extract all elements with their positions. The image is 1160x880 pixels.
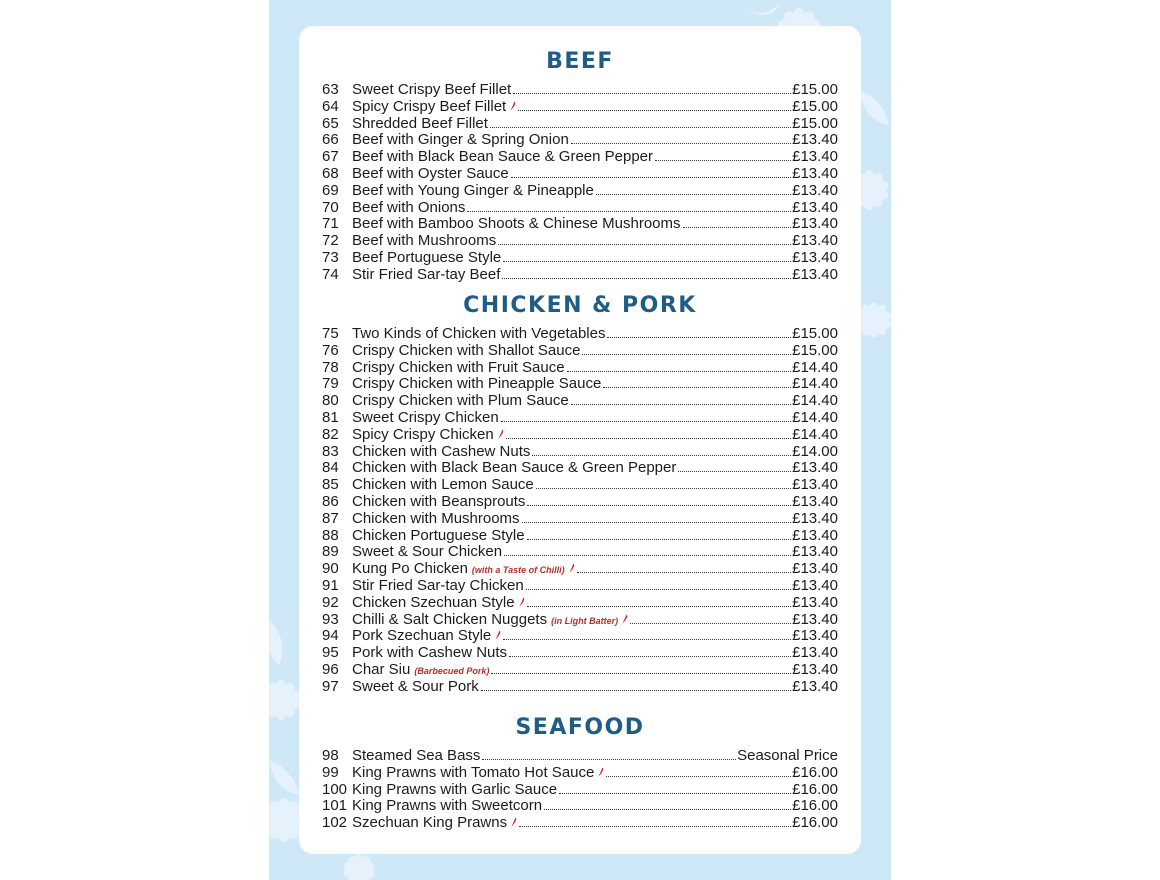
section-chicken-pork: [299, 292, 861, 696]
item-number: 73: [322, 248, 339, 266]
menu-item: [299, 748, 861, 765]
item-name: Spicy Crispy Chicken: [352, 425, 494, 443]
item-line: [352, 765, 838, 782]
item-number: 102: [322, 814, 348, 832]
item-line: [352, 410, 838, 427]
dot-leader: [571, 404, 791, 405]
item-line: [352, 460, 838, 477]
menu-item: [299, 798, 861, 815]
item-number: 81: [322, 408, 339, 426]
chilli-icon: [569, 563, 575, 573]
menu-item: [299, 544, 861, 561]
dot-leader: [678, 471, 791, 472]
dot-leader: [567, 371, 792, 372]
item-number: 74: [322, 265, 339, 283]
menu-item: [299, 662, 861, 679]
item-note: (with a Taste of Chilli): [471, 565, 565, 576]
menu-item: [299, 216, 861, 233]
item-line: [352, 99, 838, 116]
dot-leader: [513, 93, 791, 94]
item-name: Chicken with Cashew Nuts: [352, 442, 531, 460]
item-name: Chicken Portuguese Style: [352, 526, 525, 544]
menu-item: [299, 528, 861, 545]
menu-item: [299, 267, 861, 284]
item-price: £14.40: [792, 408, 838, 426]
item-number: 95: [322, 644, 339, 662]
item-number: 72: [322, 232, 339, 250]
menu-item: [299, 250, 861, 267]
dot-leader: [503, 639, 791, 640]
item-line: [352, 82, 838, 99]
dot-leader: [596, 194, 791, 195]
item-line: [352, 267, 838, 284]
item-number: 88: [322, 526, 339, 544]
item-price: £13.40: [792, 131, 838, 149]
menu-item: [299, 360, 861, 377]
item-line: [352, 360, 838, 377]
menu-item: [299, 612, 861, 629]
item-number: 75: [322, 325, 339, 342]
item-price: £16.00: [792, 797, 838, 815]
item-price: £13.40: [792, 265, 838, 283]
item-number: 92: [322, 593, 339, 611]
chilli-icon: [622, 614, 628, 624]
menu-item: [299, 578, 861, 595]
item-price: £13.40: [792, 644, 838, 662]
item-number: 64: [322, 97, 339, 115]
item-number: 99: [322, 763, 339, 781]
item-name: Stir Fried Sar-tay Chicken: [352, 576, 524, 594]
item-name: Sweet & Sour Pork: [352, 677, 479, 695]
menu-card: [299, 26, 861, 854]
item-number: 96: [322, 660, 339, 678]
item-name: Pork with Cashew Nuts: [352, 644, 508, 662]
item-number: 94: [322, 627, 339, 645]
menu-item: [299, 427, 861, 444]
menu-item: [299, 511, 861, 528]
item-price: £14.40: [792, 375, 838, 393]
item-number: 63: [322, 81, 339, 98]
item-name: Sweet Crispy Chicken: [352, 408, 499, 426]
item-line: [352, 544, 838, 561]
menu-item: [299, 595, 861, 612]
item-line: [352, 343, 838, 360]
menu-item: [299, 132, 861, 149]
chilli-icon: [598, 767, 604, 777]
item-name: Steamed Sea Bass: [352, 747, 481, 764]
item-price: £13.40: [792, 560, 838, 578]
item-note: (Barbecued Pork): [414, 665, 490, 676]
menu-item: [299, 166, 861, 183]
item-line: [352, 132, 838, 149]
item-number: 90: [322, 560, 339, 578]
item-line: [352, 628, 838, 645]
item-line: [352, 393, 838, 410]
item-price: £15.00: [792, 341, 838, 359]
item-name: Chicken with Black Bean Sauce & Green Pepper: [352, 459, 677, 477]
item-line: [352, 782, 838, 799]
item-name: Chicken Szechuan Style: [352, 593, 515, 611]
menu-item: [299, 82, 861, 99]
item-name: Chilli & Salt Chicken Nuggets: [352, 610, 548, 628]
dot-leader: [519, 826, 791, 827]
item-name: Beef with Oyster Sauce: [352, 164, 509, 182]
item-price: £14.40: [792, 392, 838, 410]
item-line: [352, 494, 838, 511]
item-name: Beef Portuguese Style: [352, 248, 502, 266]
item-number: 91: [322, 576, 339, 594]
item-number: 79: [322, 375, 339, 393]
menu-item: [299, 782, 861, 799]
dot-leader: [502, 278, 791, 279]
menu-item: [299, 326, 861, 343]
item-number: 85: [322, 476, 339, 494]
item-line: [352, 376, 838, 393]
item-line: [352, 166, 838, 183]
item-price: £13.40: [792, 215, 838, 233]
item-number: 78: [322, 358, 339, 376]
dot-leader: [582, 354, 791, 355]
item-price: £13.40: [792, 181, 838, 199]
chilli-icon: [510, 101, 516, 111]
item-name: Szechuan King Prawns: [352, 814, 508, 832]
menu-item: [299, 477, 861, 494]
dot-leader: [532, 455, 791, 456]
item-number: 89: [322, 543, 339, 561]
item-price: £13.40: [792, 610, 838, 628]
item-line: [352, 477, 838, 494]
item-name: Beef with Ginger & Spring Onion: [352, 131, 569, 149]
chilli-icon: [519, 597, 525, 607]
item-line: [352, 326, 838, 343]
item-number: 97: [322, 677, 339, 695]
dot-leader: [504, 555, 791, 556]
item-number: 98: [322, 747, 339, 764]
item-line: [352, 798, 838, 815]
section-seafood: [299, 714, 861, 832]
menu-item: [299, 410, 861, 427]
dot-leader: [498, 244, 791, 245]
item-line: [352, 645, 838, 662]
dot-leader: [630, 623, 791, 624]
item-line: [352, 183, 838, 200]
item-line: [352, 149, 838, 166]
dot-leader: [571, 143, 791, 144]
item-price: £13.40: [792, 576, 838, 594]
item-price: £13.40: [792, 148, 838, 166]
dot-leader: [527, 539, 792, 540]
item-number: 86: [322, 492, 339, 510]
dot-leader: [481, 690, 791, 691]
item-price: £13.40: [792, 526, 838, 544]
item-number: 68: [322, 164, 339, 182]
item-name: Two Kinds of Chicken with Vegetables: [352, 325, 606, 342]
dot-leader: [606, 776, 791, 777]
item-name: Chicken with Beansprouts: [352, 492, 526, 510]
item-number: 84: [322, 459, 339, 477]
dot-leader: [607, 337, 791, 338]
dot-leader: [536, 488, 791, 489]
dot-leader: [509, 656, 791, 657]
item-name: Crispy Chicken with Fruit Sauce: [352, 358, 565, 376]
item-number: 65: [322, 114, 339, 132]
item-price: £14.40: [792, 358, 838, 376]
item-name: Beef with Black Bean Sauce & Green Pepper: [352, 148, 654, 166]
item-name: Pork Szechuan Style: [352, 627, 492, 645]
item-name: Crispy Chicken with Shallot Sauce: [352, 341, 581, 359]
section-title: BEEF: [546, 49, 614, 74]
item-line: [352, 578, 838, 595]
menu-item: [299, 233, 861, 250]
item-price: £13.40: [792, 627, 838, 645]
item-note: (in Light Batter): [551, 615, 619, 626]
dot-leader: [482, 759, 736, 760]
item-line: [352, 595, 838, 612]
item-name: King Prawns with Garlic Sauce: [352, 780, 558, 798]
item-price: £16.00: [792, 763, 838, 781]
menu-item: [299, 376, 861, 393]
item-name: Char Siu: [352, 660, 411, 678]
item-line: [352, 427, 838, 444]
item-number: 67: [322, 148, 339, 166]
item-name: Crispy Chicken with Plum Sauce: [352, 392, 569, 410]
dot-leader: [506, 438, 791, 439]
item-price: £13.40: [792, 476, 838, 494]
section-title: CHICKEN & PORK: [463, 293, 697, 318]
menu-item: [299, 149, 861, 166]
item-number: 93: [322, 610, 339, 628]
item-name: Stir Fried Sar-tay Beef: [352, 265, 501, 283]
item-price: £13.40: [792, 164, 838, 182]
item-name: King Prawns with Sweetcorn: [352, 797, 543, 815]
item-price: £13.40: [792, 509, 838, 527]
chilli-icon: [498, 429, 504, 439]
dot-leader: [603, 387, 791, 388]
menu-item: [299, 343, 861, 360]
menu-item: [299, 765, 861, 782]
menu-item: [299, 99, 861, 116]
item-price: £13.40: [792, 660, 838, 678]
menu-item: [299, 628, 861, 645]
menu-item: [299, 393, 861, 410]
dot-leader: [527, 606, 792, 607]
item-name: Sweet & Sour Chicken: [352, 543, 503, 561]
item-price: £13.40: [792, 248, 838, 266]
dot-leader: [527, 505, 791, 506]
item-number: 66: [322, 131, 339, 149]
item-price: Seasonal Price: [737, 747, 838, 764]
item-price: £13.40: [792, 593, 838, 611]
item-price: £15.00: [792, 114, 838, 132]
item-line: [352, 679, 838, 696]
item-line: [352, 444, 838, 461]
item-name: Crispy Chicken with Pineapple Sauce: [352, 375, 602, 393]
item-price: £16.00: [792, 780, 838, 798]
item-number: 100: [322, 780, 348, 798]
chilli-icon: [495, 630, 501, 640]
menu-item: [299, 645, 861, 662]
menu-item: [299, 460, 861, 477]
item-price: £15.00: [792, 325, 838, 342]
item-name: Spicy Crispy Beef Fillet: [352, 97, 507, 115]
item-number: 76: [322, 341, 339, 359]
dot-leader: [683, 227, 792, 228]
item-price: £15.00: [792, 81, 838, 98]
section-title: SEAFOOD: [515, 715, 645, 740]
item-line: [352, 511, 838, 528]
item-name: Shredded Beef Fillet: [352, 114, 488, 132]
item-line: [352, 528, 838, 545]
menu-item: [299, 116, 861, 133]
item-number: 82: [322, 425, 339, 443]
item-line: [352, 250, 838, 267]
item-price: £13.40: [792, 198, 838, 216]
item-number: 70: [322, 198, 339, 216]
dot-leader: [655, 160, 791, 161]
dot-leader: [522, 522, 792, 523]
item-line: [352, 200, 838, 217]
item-name: Beef with Mushrooms: [352, 232, 497, 250]
item-price: £13.40: [792, 492, 838, 510]
item-line: [352, 815, 838, 832]
item-name: Sweet Crispy Beef Fillet: [352, 81, 512, 98]
item-price: £13.40: [792, 543, 838, 561]
dot-leader: [503, 261, 791, 262]
dot-leader: [511, 177, 791, 178]
item-line: [352, 233, 838, 250]
menu-item: [299, 494, 861, 511]
dot-leader: [490, 127, 791, 128]
item-price: £14.00: [792, 442, 838, 460]
section-beef: [299, 48, 861, 284]
dot-leader: [577, 572, 792, 573]
item-number: 71: [322, 215, 339, 233]
item-number: 101: [322, 797, 348, 815]
item-price: £15.00: [792, 97, 838, 115]
item-name: Chicken with Mushrooms: [352, 509, 520, 527]
item-number: 83: [322, 442, 339, 460]
dot-leader: [491, 673, 791, 674]
dot-leader: [501, 421, 791, 422]
item-price: £13.40: [792, 459, 838, 477]
dot-leader: [526, 589, 791, 590]
item-price: £13.40: [792, 232, 838, 250]
menu-item: [299, 679, 861, 696]
menu-item: [299, 200, 861, 217]
item-line: [352, 748, 838, 765]
menu-item: [299, 561, 861, 578]
menu-item: [299, 815, 861, 832]
item-name: Chicken with Lemon Sauce: [352, 476, 534, 494]
item-name: Beef with Bamboo Shoots & Chinese Mushrooms: [352, 215, 681, 233]
dot-leader: [518, 110, 791, 111]
item-line: [352, 216, 838, 233]
item-name: Beef with Onions: [352, 198, 466, 216]
item-name: King Prawns with Tomato Hot Sauce: [352, 763, 595, 781]
menu-page: [269, 0, 891, 880]
menu-item: [299, 183, 861, 200]
dot-leader: [467, 211, 791, 212]
item-number: 69: [322, 181, 339, 199]
item-price: £13.40: [792, 677, 838, 695]
item-name: Kung Po Chicken: [352, 560, 468, 578]
dot-leader: [544, 809, 791, 810]
item-price: £14.40: [792, 425, 838, 443]
menu-item: [299, 444, 861, 461]
dot-leader: [559, 793, 791, 794]
item-line: [352, 116, 838, 133]
item-number: 87: [322, 509, 339, 527]
item-number: 80: [322, 392, 339, 410]
item-name: Beef with Young Ginger & Pineapple: [352, 181, 594, 199]
chilli-icon: [511, 817, 517, 827]
item-price: £16.00: [792, 814, 838, 832]
